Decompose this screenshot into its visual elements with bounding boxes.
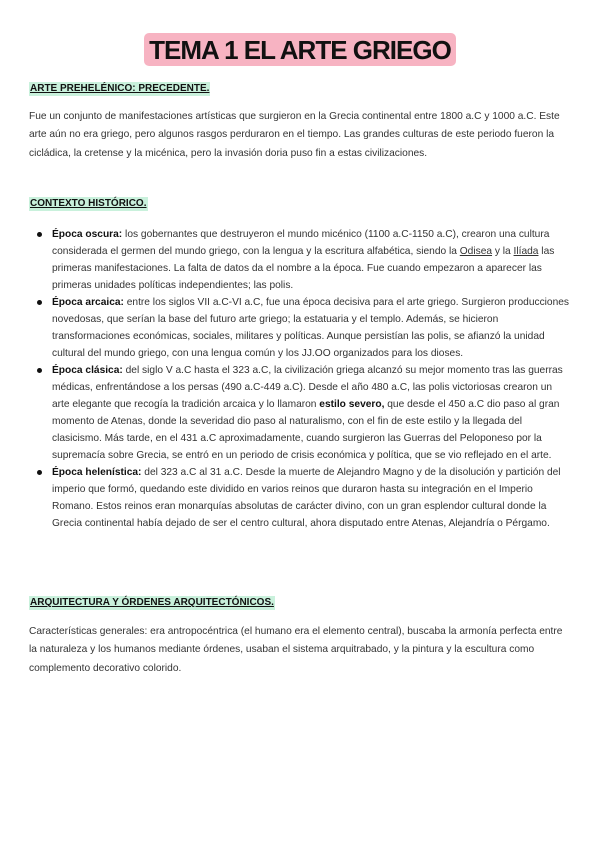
epoch-text-and: y la <box>492 246 514 257</box>
heading-prehelenico: ARTE PREHELÉNICO: PRECEDENTE. <box>30 83 210 94</box>
epoch-text: del siglo V a.C hasta el 323 a.C, la civilización griega alcanzó su mejor momento tras las guerras médicas, enfrentándose a los persas (490 a.C-449 a.C). Desde el año 480 a.C, las polis victoriosas crearon un arte elegante que recogía la tradición arcaica y lo llamaron <box>52 365 563 410</box>
epoch-label: Época arcaica: <box>52 297 124 308</box>
heading-arquitectura: ARQUITECTURA Y ÓRDENES ARQUITECTÓNICOS. <box>30 597 274 608</box>
epoch-text: del 323 a.C al 31 a.C. Desde la muerte de Alejandro Magno y de la disolución y partición del imperio que formó, quedando este dividido en varios reinos que duraron hasta su integración en el Imperio Romano. Estos reinos eran monarquías absolutas de carácter divino, con un gran esplendor cultural donde la Grecia continental había dejado de ser el centro cultural, ahora disputado entre Atenas, Alejandría o Pérgamo. <box>52 467 561 529</box>
paragraph-prehelenico: Fue un conjunto de manifestaciones artísticas que surgieron en la Grecia continental entre 1800 a.C y 1000 a.C. Este arte aún no era griego, pero algunos rasgos perduraron en el tiempo. Las grandes culturas de este periodo fueron la cicládica, la cretense y la micénica, pero la invasión doria puso fin a estas civilizaciones. <box>29 111 560 159</box>
paragraph-arquitectura: Características generales: era antropocéntrica (el humano era el elemento central), buscaba la armonía perfecta entre la naturaleza y los humanos mediante órdenes, usaban el sistema arquitrabado, y la pintura y la escultura como complemento decorativo colorido. <box>29 626 563 674</box>
title-wrap <box>0 0 600 66</box>
page-title: TEMA 1 EL ARTE GRIEGO <box>144 33 456 66</box>
epoch-text-2: que desde el 450 a.C dio paso al gran momento de Atenas, donde la severidad dio paso al naturalismo, con el fin de este estilo y la llegada del clasicismo. Más tarde, en el 431 a.C aproximadamente, cuando surgieron las Guerras del Peloponeso por la supremacía sobre Grecia, se entró en un periodo de crisis económica y política, que se vio reflejado en el arte. <box>52 399 560 461</box>
list-item-epoca-clasica <box>52 362 572 464</box>
epoch-text-2: las primeras manifestaciones. La falta de datos da el nombre a la época. Fue cuando empezaron a aparecer las primeras unidades políticas independientes; las polis. <box>52 246 555 291</box>
heading-contexto: CONTEXTO HISTÓRICO. <box>30 198 147 209</box>
estilo-severo-text: estilo severo, <box>319 399 385 410</box>
epoch-label: Época helenística: <box>52 467 142 478</box>
epoch-list <box>52 226 572 532</box>
epoch-label: Época clásica: <box>52 365 123 376</box>
odisea-text: Odisea <box>459 246 493 257</box>
epoch-label: Época oscura: <box>52 229 123 240</box>
iliada-text: Ilíada <box>513 246 539 257</box>
list-item-epoca-oscura <box>52 226 572 294</box>
epoch-text: entre los siglos VII a.C-VI a.C, fue una época decisiva para el arte griego. Surgieron producciones novedosas, que serían la base del futuro arte griego; la estatuaria y el templo. Además, se hicieron transformaciones económicas, sociales, militares y políticas. Aunque persistían las polis, se afianzó la unidad cultural del mundo griego, con una lengua común y los JJ.OO organizados para los dioses. <box>52 297 570 359</box>
epoch-text: los gobernantes que destruyeron el mundo micénico (1100 a.C-1150 a.C), crearon una cultura considerada el germen del mundo griego, con la lengua y la escritura alfabética, siendo la <box>52 229 550 257</box>
list-item-epoca-arcaica <box>52 294 572 362</box>
list-item-epoca-helenistica <box>52 464 572 532</box>
